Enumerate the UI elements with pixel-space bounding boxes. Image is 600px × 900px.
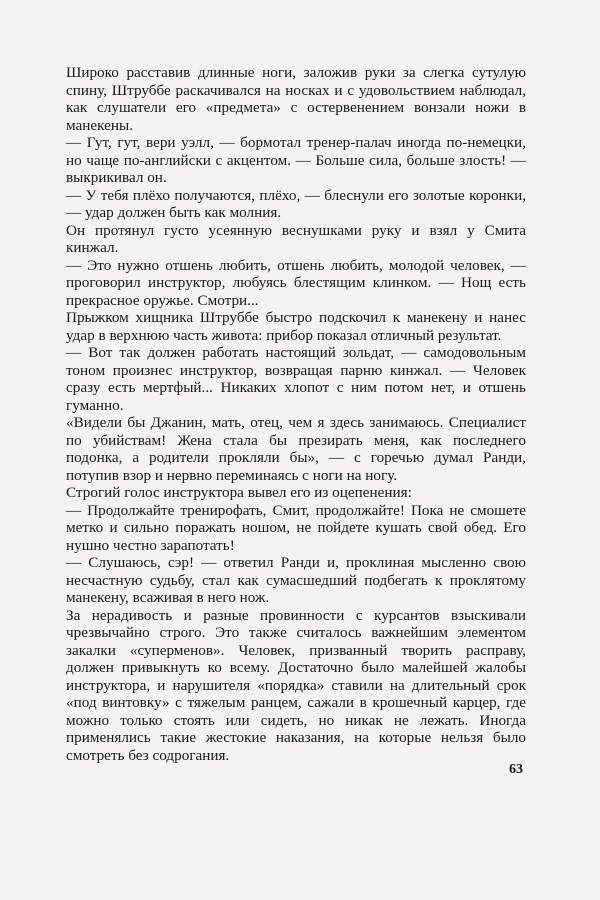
paragraph-5: — Это нужно отшень любить, отшень любить, молодой человек, — проговорил инструктор, любуясь блестящим клинком. — Нощ есть прекрасное оружье. Смотри... [66,256,526,309]
paragraph-11: — Слушаюсь, сэр! — ответил Ранди и, проклиная мысленно свою несчастную судьбу, стал как сумасшедший подбегать к проклятому манекену, всаживая в него нож. [66,554,526,606]
paragraph-12: За нерадивость и разные провинности с курсантов взыскивали чрезвычайно строго. Это также считалось важнейшим элементом закалки «суперменов». Человек, призванный творить расправу, должен привыкнуть ко всему. Достаточно было малейшей жалобы инструктора, и нарушителя «порядка» ставили на длительный срок «под винтовку» с тяжелым ранцем, сажали в крошечный карцер, где можно только стоять или сидеть, но никак не лежать. Иногда применялись такие жестокие наказания, на которые нельзя было смотреть без содрогания. [66,606,526,764]
paragraph-8: «Видели бы Джанин, мать, отец, чем я здесь занимаюсь. Специалист по убийствам! Жена стала бы презирать меня, как последнего подонка, а родители прокляли бы», — с горечью думал Ранди, потупив взор и нервно переминаясь с ноги на ногу. [66,414,526,484]
paragraph-3: — У тебя плёхо получаются, плёхо, — блеснули его золотые коронки, — удар должен быть как молния. [66,186,526,221]
page-number: 63 [509,762,523,777]
paragraph-6: Прыжком хищника Штруббе быстро подскочил к манекену и нанес удар в верхнюю часть живота: прибор показал отличный результат. [66,309,526,344]
paragraph-10: — Продолжайте тренирофать, Смит, продолжайте! Пока не смошете метко и сильно поражать ношом, не пойдете кушать свой обед. Его нушно честно зарапотать! [66,501,526,554]
paragraph-4: Он протянул густо усеянную веснушками руку и взял у Смита кинжал. [66,221,526,256]
paragraph-7: — Вот так должен работать настоящий зольдат, — самодовольным тоном произнес инструктор, возвращая парню кинжал. — Человек сразу есть мертфый... Никаких хлопот с ним потом нет, и отшень гуманно. [66,344,526,414]
paragraph-9: Строгий голос инструктора вывел его из оцепенения: [66,484,412,501]
paragraph-2: — Гут, гут, вери уэлл, — бормотал тренер-палач иногда по-немецки, но чаще по-английски с акцентом. — Больше сила, больше злость! — выкрикивал он. [66,134,526,186]
body-text [66,64,526,764]
paragraph-1: Широко расставив длинные ноги, заложив руки за слегка сутулую спину, Штруббе раскачивался на носках и с удовольствием наблюдал, как слушатели его «предмета» с остервенением вонзали ножи в манекены. [66,64,526,134]
